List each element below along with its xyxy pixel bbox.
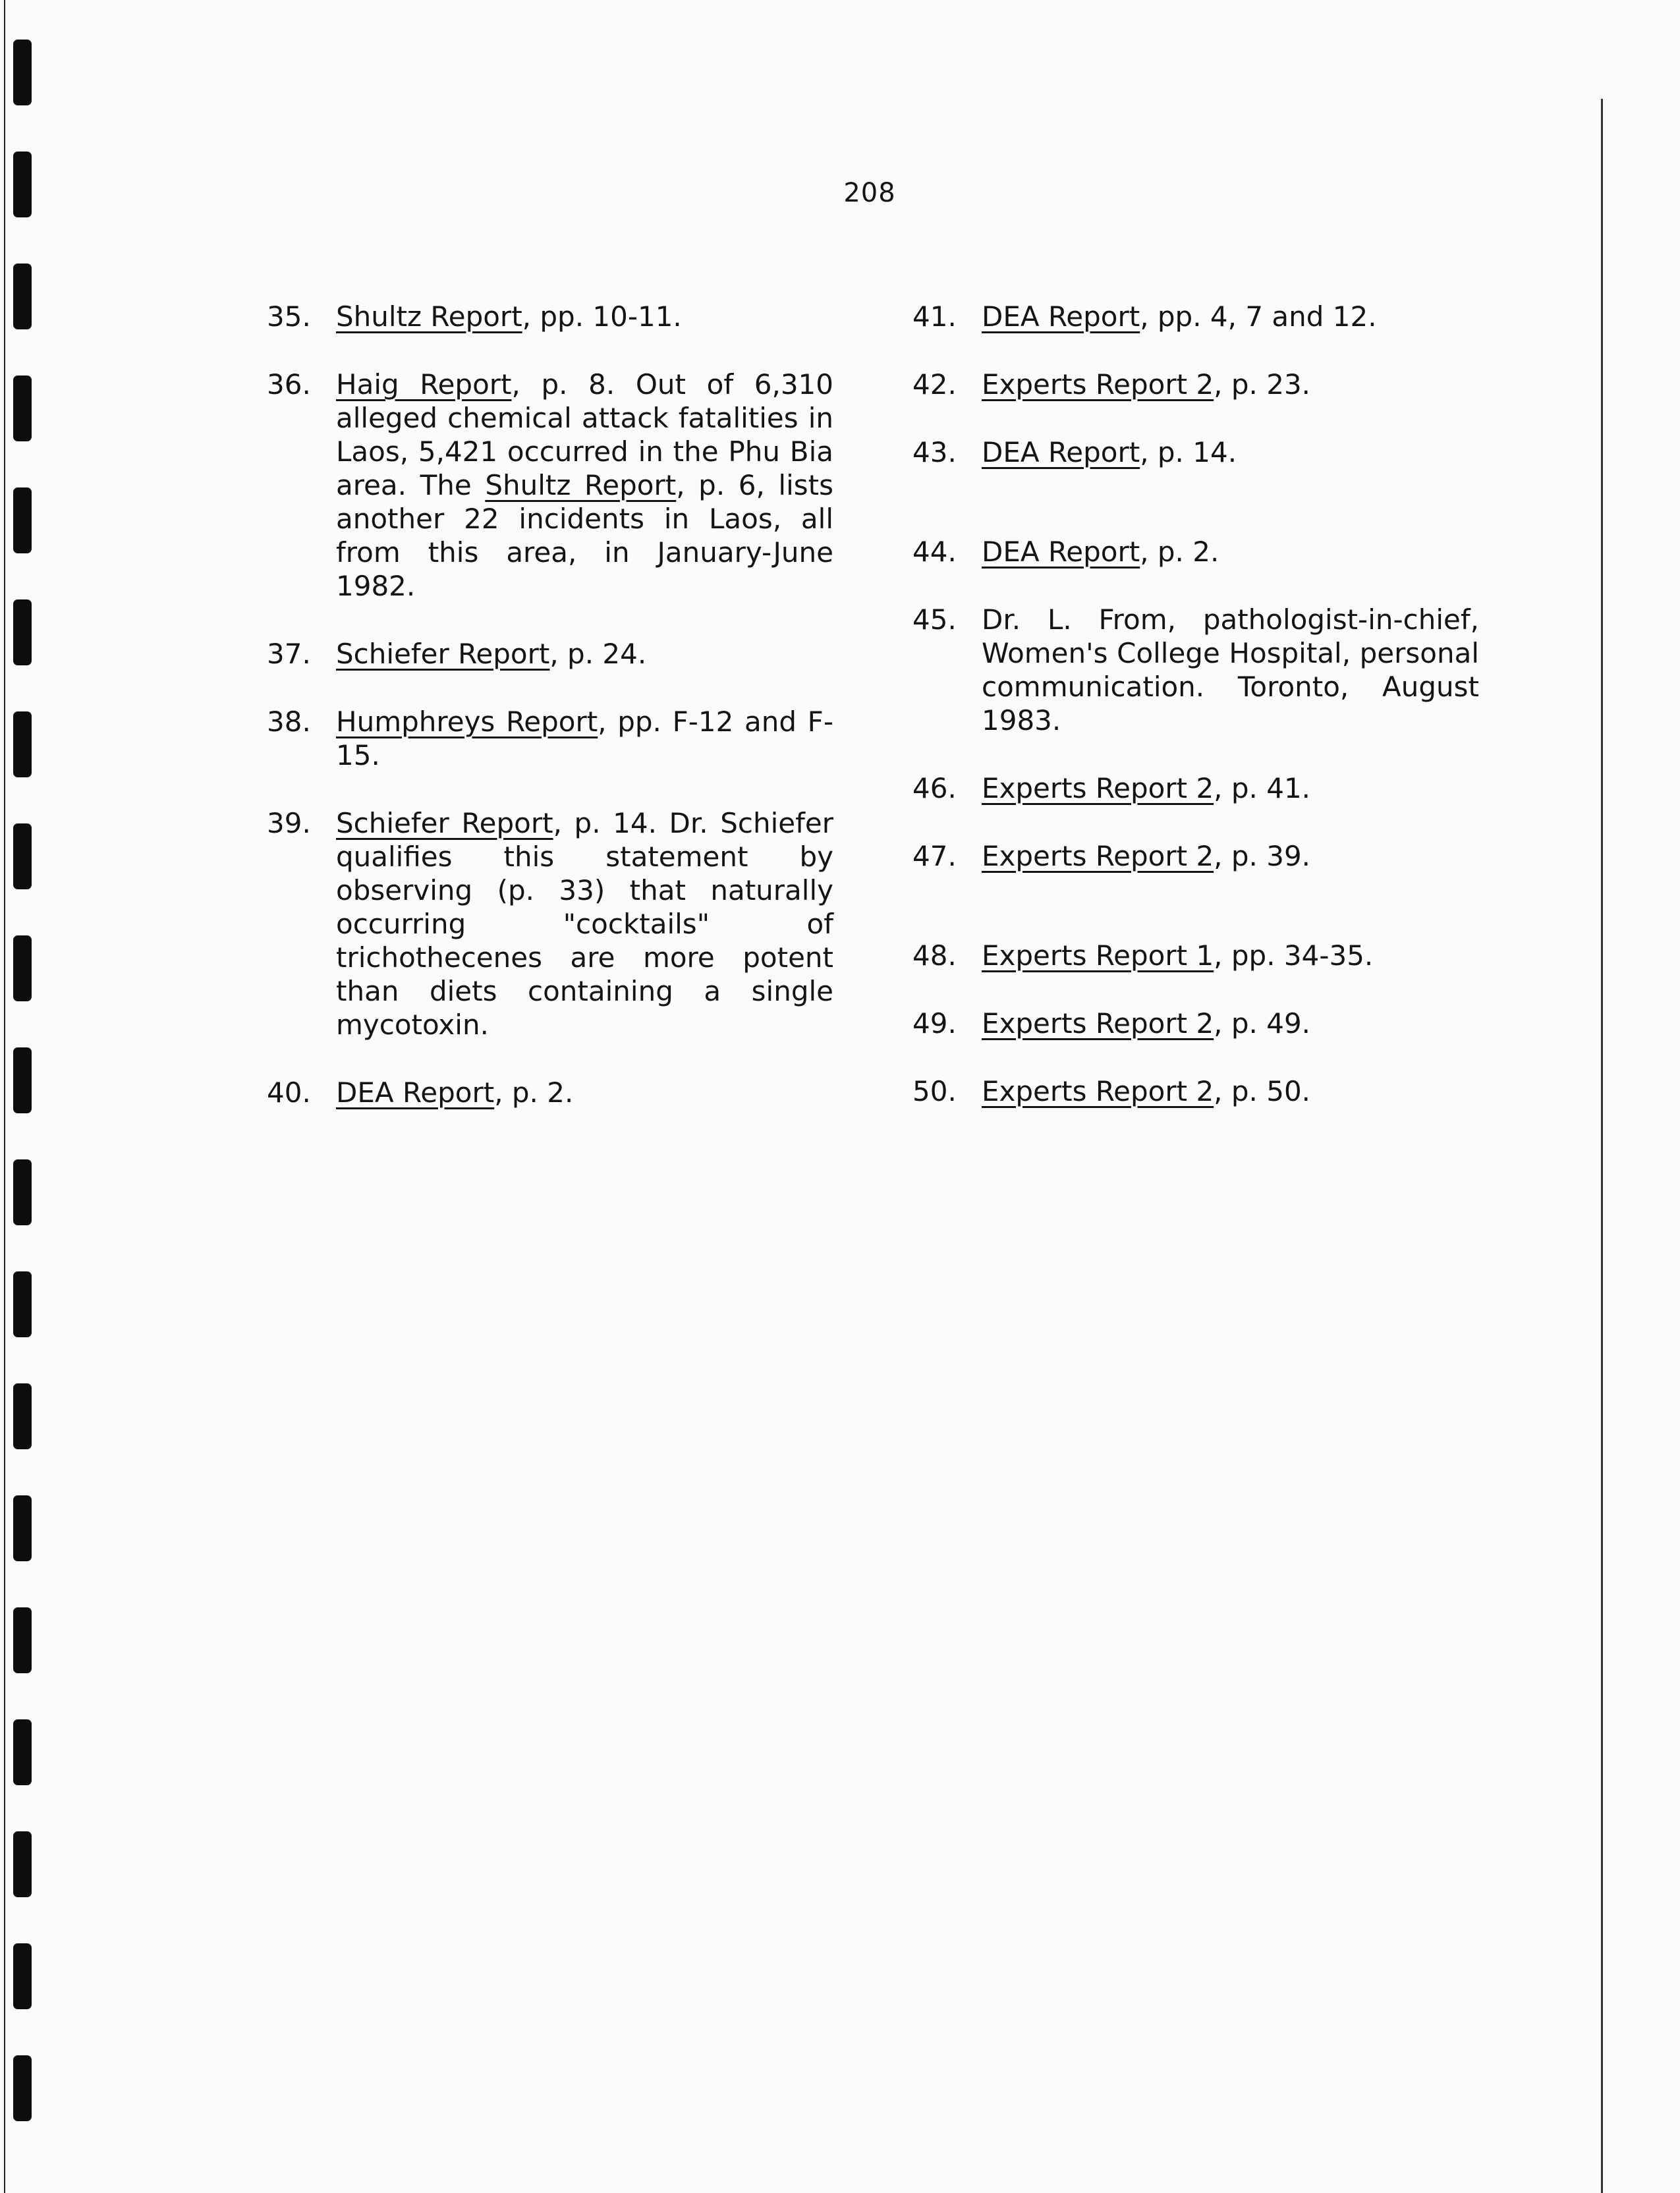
citation-detail: , p. 2. xyxy=(1140,536,1219,568)
citation-detail: , pp. 4, 7 and 12. xyxy=(1140,300,1377,333)
binding-hole xyxy=(13,823,32,889)
citation-detail: , p. 24. xyxy=(549,638,647,670)
note-text xyxy=(982,368,1479,401)
citation-detail: , p. 14. xyxy=(1140,436,1237,468)
page-edge-line xyxy=(4,0,5,2193)
note-44 xyxy=(912,535,1479,569)
note-text xyxy=(982,1007,1479,1040)
binding-hole xyxy=(13,711,32,777)
note-48 xyxy=(912,939,1479,972)
note-text xyxy=(336,1076,833,1109)
report-title: Schiefer Report xyxy=(336,638,550,670)
note-text xyxy=(982,603,1479,737)
report-title: Humphreys Report xyxy=(336,706,598,738)
report-title: DEA Report xyxy=(982,300,1140,333)
note-50 xyxy=(912,1074,1479,1108)
note-number: 37. xyxy=(267,638,311,670)
note-text xyxy=(336,806,833,1041)
note-text xyxy=(336,368,833,603)
note-40 xyxy=(267,1076,833,1109)
citation-detail: , p. 39. xyxy=(1214,840,1311,872)
note-text xyxy=(336,705,833,772)
report-title: DEA Report xyxy=(336,1076,495,1109)
citation-detail: , pp. 10-11. xyxy=(522,300,682,333)
note-text xyxy=(982,839,1479,873)
note-39 xyxy=(267,806,833,1041)
note-text xyxy=(336,637,833,671)
citation-detail: , p. 8. Out of 6,310 alleged chemical attack fatalities in Laos, 5,421 occurred in the Phu Bia area. The xyxy=(336,368,833,501)
note-text xyxy=(982,535,1479,569)
binding-hole xyxy=(13,2055,32,2121)
report-title: Haig Report xyxy=(336,368,512,401)
binding-hole xyxy=(13,264,32,329)
binding-hole xyxy=(13,40,32,105)
note-number: 47. xyxy=(912,840,957,872)
citation-detail: , p. 6, lists another 22 incidents in Laos, all from this area, in January-June 1982. xyxy=(336,469,833,602)
report-title: Schiefer Report xyxy=(336,807,553,839)
note-number: 49. xyxy=(912,1007,957,1040)
binding-hole xyxy=(13,152,32,217)
note-number: 50. xyxy=(912,1075,957,1107)
note-number: 38. xyxy=(267,706,311,738)
binding-hole xyxy=(13,1831,32,1897)
note-text xyxy=(982,1074,1479,1108)
binding-hole xyxy=(13,1719,32,1785)
citation-detail: , p. 49. xyxy=(1214,1007,1311,1040)
report-title: Experts Report 2 xyxy=(982,368,1214,401)
report-title: Experts Report 2 xyxy=(982,1075,1214,1107)
note-text xyxy=(982,435,1479,469)
note-number: 48. xyxy=(912,939,957,972)
note-number: 36. xyxy=(267,368,311,401)
note-number: 40. xyxy=(267,1076,311,1109)
binding-hole xyxy=(13,599,32,665)
note-text xyxy=(336,300,833,333)
page-right-edge-line xyxy=(1601,99,1603,2193)
note-number: 44. xyxy=(912,536,957,568)
binding-hole xyxy=(13,1495,32,1561)
note-number: 35. xyxy=(267,300,311,333)
binding-hole xyxy=(13,1383,32,1449)
citation-detail: Dr. L. From, pathologist-in-chief, Women's College Hospital, personal communication. Toronto, August 1983. xyxy=(982,603,1479,736)
binding-hole xyxy=(13,935,32,1001)
note-47 xyxy=(912,839,1479,873)
report-title: Experts Report 2 xyxy=(982,1007,1214,1040)
binding-hole xyxy=(13,1607,32,1673)
note-43 xyxy=(912,435,1479,469)
note-49 xyxy=(912,1007,1479,1040)
note-number: 45. xyxy=(912,603,957,636)
note-38 xyxy=(267,705,833,772)
citation-detail: , p. 50. xyxy=(1214,1075,1311,1107)
report-title: Shultz Report xyxy=(336,300,522,333)
citation-detail: , pp. 34-35. xyxy=(1214,939,1374,972)
report-title: DEA Report xyxy=(982,536,1140,568)
citation-detail: , pp. F-12 and F-15. xyxy=(336,706,833,771)
note-37 xyxy=(267,637,833,671)
report-title: Experts Report 2 xyxy=(982,840,1214,872)
notes-column-right xyxy=(912,300,1479,1142)
note-41 xyxy=(912,300,1479,333)
note-45 xyxy=(912,603,1479,737)
binding-hole xyxy=(13,1159,32,1225)
note-46 xyxy=(912,771,1479,805)
report-title: DEA Report xyxy=(982,436,1140,468)
page-number: 208 xyxy=(843,178,896,208)
binding-hole xyxy=(13,1271,32,1337)
binding-hole xyxy=(13,1943,32,2009)
note-number: 46. xyxy=(912,772,957,804)
note-text xyxy=(982,939,1479,972)
citation-detail: , p. 2. xyxy=(494,1076,574,1109)
note-35 xyxy=(267,300,833,333)
report-title: Experts Report 2 xyxy=(982,772,1214,804)
note-36 xyxy=(267,368,833,603)
binding-hole xyxy=(13,375,32,441)
note-number: 42. xyxy=(912,368,957,401)
notes-column-left xyxy=(267,300,833,1144)
report-title: Experts Report 1 xyxy=(982,939,1214,972)
citation-detail: , p. 23. xyxy=(1214,368,1311,401)
binding-hole xyxy=(13,1047,32,1113)
note-number: 43. xyxy=(912,436,957,468)
note-42 xyxy=(912,368,1479,401)
note-number: 41. xyxy=(912,300,957,333)
note-number: 39. xyxy=(267,807,311,839)
note-text xyxy=(982,771,1479,805)
note-text xyxy=(982,300,1479,333)
citation-detail: , p. 14. Dr. Schiefer qualifies this statement by observing (p. 33) that naturally occurring "cocktails" of trichothecenes are more potent than diets containing a single mycotoxin. xyxy=(336,807,833,1041)
report-title: Shultz Report xyxy=(485,469,677,501)
citation-detail: , p. 41. xyxy=(1214,772,1311,804)
binding-hole xyxy=(13,487,32,553)
